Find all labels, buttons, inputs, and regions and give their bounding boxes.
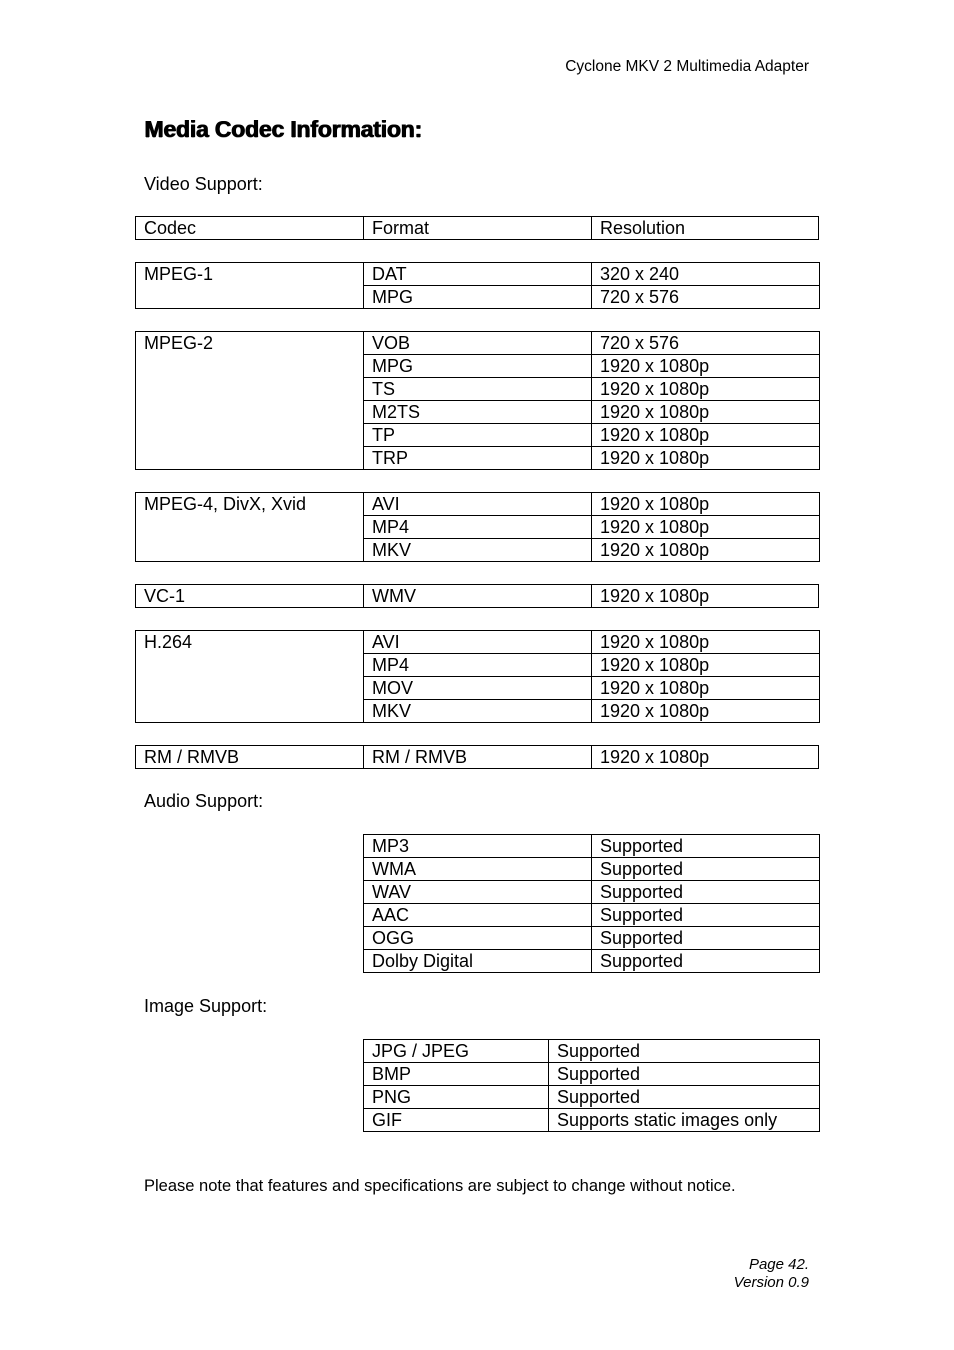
table-row xyxy=(364,1086,820,1109)
video-codec-table xyxy=(135,331,820,470)
format-cell: BMP xyxy=(364,1063,549,1086)
video-codec-table xyxy=(135,745,819,769)
table-row xyxy=(364,1109,820,1132)
resolution-cell: 720 x 576 xyxy=(592,332,820,355)
resolution-cell: 1920 x 1080p xyxy=(592,516,820,539)
resolution-cell: 1920 x 1080p xyxy=(592,401,820,424)
status-cell: Supported xyxy=(549,1086,820,1109)
format-cell: JPG / JPEG xyxy=(364,1040,549,1063)
resolution-cell: 1920 x 1080p xyxy=(592,493,820,516)
resolution-cell: 1920 x 1080p xyxy=(592,539,820,562)
resolution-cell: 1920 x 1080p xyxy=(592,378,820,401)
format-cell: AVI xyxy=(364,493,592,516)
format-cell: AAC xyxy=(364,904,592,927)
resolution-cell: 1920 x 1080p xyxy=(592,631,820,654)
table-row xyxy=(364,904,820,927)
format-cell: MP3 xyxy=(364,835,592,858)
table-row xyxy=(364,1040,820,1063)
video-codec-table xyxy=(135,584,819,608)
video-codec-table xyxy=(135,630,820,723)
video-codec-table xyxy=(135,492,820,562)
status-cell: Supported xyxy=(592,835,820,858)
column-header: Resolution xyxy=(592,217,819,240)
image-support-table xyxy=(363,1039,820,1132)
table-row xyxy=(364,858,820,881)
page-number: Page 42. xyxy=(748,1256,809,1273)
table-row xyxy=(136,585,819,608)
table-row xyxy=(364,1063,820,1086)
resolution-cell: 1920 x 1080p xyxy=(592,746,819,769)
table-row xyxy=(136,332,820,355)
format-cell: PNG xyxy=(364,1086,549,1109)
disclaimer-note: Please note that features and specifications are subject to change without notice. xyxy=(144,1177,736,1195)
resolution-cell: 1920 x 1080p xyxy=(592,700,820,723)
version-label: Version 0.9 xyxy=(733,1274,809,1291)
image-support-label: Image Support: xyxy=(144,996,268,1016)
format-cell: WAV xyxy=(364,881,592,904)
resolution-cell: 1920 x 1080p xyxy=(592,447,820,470)
page-footer xyxy=(734,1256,809,1292)
status-cell: Supports static images only xyxy=(549,1109,820,1132)
format-cell: TS xyxy=(364,378,592,401)
audio-support-table xyxy=(363,834,820,973)
format-cell: MPG xyxy=(364,286,592,309)
status-cell: Supported xyxy=(549,1040,820,1063)
video-header-table xyxy=(135,216,819,240)
page-title: Media Codec Information: xyxy=(144,116,422,142)
format-cell: MKV xyxy=(364,539,592,562)
format-cell: OGG xyxy=(364,927,592,950)
table-row xyxy=(136,746,819,769)
audio-support-label: Audio Support: xyxy=(144,791,264,811)
format-cell: WMA xyxy=(364,858,592,881)
status-cell: Supported xyxy=(549,1063,820,1086)
format-cell: RM / RMVB xyxy=(364,746,592,769)
resolution-cell: 1920 x 1080p xyxy=(592,677,820,700)
codec-cell: H.264 xyxy=(136,631,364,723)
status-cell: Supported xyxy=(592,904,820,927)
video-codec-table xyxy=(135,262,820,309)
table-row xyxy=(136,263,820,286)
format-cell: DAT xyxy=(364,263,592,286)
column-header: Codec xyxy=(136,217,364,240)
resolution-cell: 1920 x 1080p xyxy=(592,654,820,677)
table-row xyxy=(136,493,820,516)
table-row xyxy=(136,631,820,654)
resolution-cell: 1920 x 1080p xyxy=(592,424,820,447)
status-cell: Supported xyxy=(592,927,820,950)
table-row xyxy=(364,881,820,904)
format-cell: MOV xyxy=(364,677,592,700)
running-header: Cyclone MKV 2 Multimedia Adapter xyxy=(565,58,809,75)
table-row xyxy=(364,950,820,973)
format-cell: VOB xyxy=(364,332,592,355)
video-support-label: Video Support: xyxy=(144,174,263,194)
format-cell: M2TS xyxy=(364,401,592,424)
codec-cell: VC-1 xyxy=(136,585,364,608)
resolution-cell: 720 x 576 xyxy=(592,286,820,309)
codec-cell: MPEG-2 xyxy=(136,332,364,470)
format-cell: TP xyxy=(364,424,592,447)
table-header-row xyxy=(136,217,819,240)
status-cell: Supported xyxy=(592,858,820,881)
table-row xyxy=(364,835,820,858)
format-cell: TRP xyxy=(364,447,592,470)
format-cell: Dolby Digital xyxy=(364,950,592,973)
status-cell: Supported xyxy=(592,881,820,904)
format-cell: AVI xyxy=(364,631,592,654)
status-cell: Supported xyxy=(592,950,820,973)
table-row xyxy=(364,927,820,950)
codec-cell: RM / RMVB xyxy=(136,746,364,769)
format-cell: WMV xyxy=(364,585,592,608)
column-header: Format xyxy=(364,217,592,240)
codec-cell: MPEG-1 xyxy=(136,263,364,309)
format-cell: GIF xyxy=(364,1109,549,1132)
format-cell: MP4 xyxy=(364,516,592,539)
format-cell: MKV xyxy=(364,700,592,723)
resolution-cell: 1920 x 1080p xyxy=(592,355,820,378)
codec-cell: MPEG-4, DivX, Xvid xyxy=(136,493,364,562)
format-cell: MPG xyxy=(364,355,592,378)
resolution-cell: 320 x 240 xyxy=(592,263,820,286)
resolution-cell: 1920 x 1080p xyxy=(592,585,819,608)
format-cell: MP4 xyxy=(364,654,592,677)
